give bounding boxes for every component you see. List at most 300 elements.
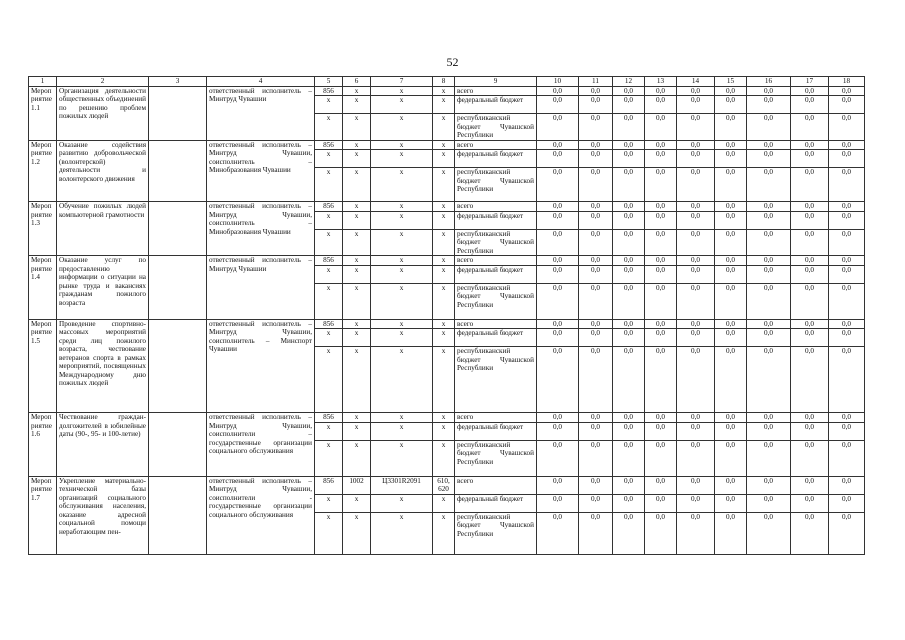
amount-cell: 0,0 — [715, 319, 747, 328]
budget-code: x — [371, 265, 433, 283]
amount-cell: 0,0 — [677, 476, 715, 494]
measure-name: Проведение спортивно-массовых мероприятий среди лиц пожилого возраста, чествование ветеранов спорта в рамках мероприятий, посвященных Международному дню пожилых людей — [57, 319, 149, 412]
amount-cell: 0,0 — [715, 440, 747, 476]
measure-id: Мероприятие 1.6 — [29, 413, 57, 476]
amount-cell: 0,0 — [677, 265, 715, 283]
column-header: 5 — [315, 77, 343, 87]
funding-source: республиканский бюджет Чувашской Республики — [455, 114, 537, 140]
amount-cell: 0,0 — [645, 87, 677, 96]
amount-cell: 0,0 — [537, 114, 579, 140]
amount-cell: 0,0 — [677, 329, 715, 347]
amount-cell: 0,0 — [613, 413, 645, 422]
amount-cell: 0,0 — [715, 211, 747, 229]
amount-cell: 0,0 — [791, 140, 829, 149]
amount-cell: 0,0 — [747, 476, 791, 494]
budget-code: 856 — [315, 476, 343, 494]
amount-cell: 0,0 — [747, 211, 791, 229]
amount-cell: 0,0 — [613, 202, 645, 211]
amount-cell: 0,0 — [747, 87, 791, 96]
budget-code: x — [371, 168, 433, 202]
amount-cell: 0,0 — [829, 329, 865, 347]
budget-code: Ц3301R2091 — [371, 476, 433, 494]
amount-cell: 0,0 — [645, 211, 677, 229]
budget-code: x — [371, 512, 433, 554]
budget-code: 856 — [315, 140, 343, 149]
budget-code: x — [433, 283, 455, 319]
budget-code: x — [371, 494, 433, 512]
budget-code: x — [315, 265, 343, 283]
amount-cell: 0,0 — [677, 229, 715, 255]
amount-cell: 0,0 — [747, 150, 791, 168]
empty-cell — [149, 202, 207, 256]
budget-code: x — [433, 329, 455, 347]
amount-cell: 0,0 — [791, 512, 829, 554]
amount-cell: 0,0 — [579, 87, 613, 96]
budget-code: x — [371, 87, 433, 96]
table-body — [29, 87, 865, 555]
amount-cell: 0,0 — [747, 140, 791, 149]
amount-cell: 0,0 — [537, 329, 579, 347]
amount-cell: 0,0 — [715, 150, 747, 168]
budget-code: x — [371, 202, 433, 211]
amount-cell: 0,0 — [613, 512, 645, 554]
amount-cell: 0,0 — [613, 265, 645, 283]
amount-cell: 0,0 — [537, 265, 579, 283]
amount-cell: 0,0 — [829, 211, 865, 229]
budget-code: x — [371, 347, 433, 413]
amount-cell: 0,0 — [747, 168, 791, 202]
amount-cell: 0,0 — [579, 440, 613, 476]
amount-cell: 0,0 — [645, 140, 677, 149]
measure-name: Оказание содействия развитию добровольческой (волонтерской) деятельности и волонтерского движения — [57, 140, 149, 201]
measure-name: Чествование граждан-долгожителей в юбилейные даты (90-, 95- и 100-летие) — [57, 413, 149, 476]
amount-cell: 0,0 — [645, 476, 677, 494]
amount-cell: 0,0 — [677, 87, 715, 96]
amount-cell: 0,0 — [715, 476, 747, 494]
amount-cell: 0,0 — [747, 202, 791, 211]
amount-cell: 0,0 — [829, 494, 865, 512]
amount-cell: 0,0 — [791, 114, 829, 140]
funding-source: всего — [455, 413, 537, 422]
amount-cell: 0,0 — [715, 168, 747, 202]
amount-cell: 0,0 — [537, 87, 579, 96]
amount-cell: 0,0 — [677, 440, 715, 476]
amount-cell: 0,0 — [579, 494, 613, 512]
amount-cell: 0,0 — [791, 87, 829, 96]
amount-cell: 0,0 — [613, 96, 645, 114]
funding-source: федеральный бюджет — [455, 150, 537, 168]
budget-code: x — [315, 168, 343, 202]
amount-cell: 0,0 — [791, 440, 829, 476]
amount-cell: 0,0 — [579, 229, 613, 255]
amount-cell: 0,0 — [677, 494, 715, 512]
funding-source: федеральный бюджет — [455, 211, 537, 229]
amount-cell: 0,0 — [715, 140, 747, 149]
measure-id: Мероприятие 1.3 — [29, 202, 57, 256]
amount-cell: 0,0 — [579, 202, 613, 211]
column-header: 18 — [829, 77, 865, 87]
amount-cell: 0,0 — [791, 347, 829, 413]
budget-code: 610, 620 — [433, 476, 455, 494]
amount-cell: 0,0 — [579, 256, 613, 265]
funding-source: федеральный бюджет — [455, 329, 537, 347]
funding-source: республиканский бюджет Чувашской Республики — [455, 168, 537, 202]
amount-cell: 0,0 — [579, 413, 613, 422]
column-header: 12 — [613, 77, 645, 87]
amount-cell: 0,0 — [537, 256, 579, 265]
amount-cell: 0,0 — [791, 256, 829, 265]
amount-cell: 0,0 — [645, 329, 677, 347]
table-row — [29, 87, 865, 96]
budget-code: x — [315, 422, 343, 440]
column-header: 4 — [207, 77, 315, 87]
funding-source: всего — [455, 140, 537, 149]
column-header: 6 — [343, 77, 371, 87]
budget-code: x — [343, 256, 371, 265]
budget-code: x — [343, 319, 371, 328]
budget-code: x — [433, 96, 455, 114]
column-header: 15 — [715, 77, 747, 87]
amount-cell: 0,0 — [613, 319, 645, 328]
budget-code: x — [433, 168, 455, 202]
amount-cell: 0,0 — [645, 265, 677, 283]
measure-executor: ответственный исполнитель – Минтруд Чувашии, соисполнитель – Минобразования Чувашии — [207, 140, 315, 201]
table-row — [29, 140, 865, 149]
amount-cell: 0,0 — [829, 347, 865, 413]
amount-cell: 0,0 — [645, 347, 677, 413]
budget-code: x — [433, 140, 455, 149]
measure-id: Мероприятие 1.7 — [29, 476, 57, 554]
empty-cell — [149, 413, 207, 476]
budget-code: x — [343, 140, 371, 149]
amount-cell: 0,0 — [715, 96, 747, 114]
amount-cell: 0,0 — [677, 168, 715, 202]
column-header: 13 — [645, 77, 677, 87]
amount-cell: 0,0 — [677, 114, 715, 140]
amount-cell: 0,0 — [747, 329, 791, 347]
amount-cell: 0,0 — [537, 202, 579, 211]
amount-cell: 0,0 — [579, 329, 613, 347]
funding-source: республиканский бюджет Чувашской Республики — [455, 229, 537, 255]
amount-cell: 0,0 — [715, 87, 747, 96]
amount-cell: 0,0 — [829, 319, 865, 328]
amount-cell: 0,0 — [747, 96, 791, 114]
amount-cell: 0,0 — [747, 114, 791, 140]
amount-cell: 0,0 — [829, 96, 865, 114]
amount-cell: 0,0 — [829, 512, 865, 554]
amount-cell: 0,0 — [791, 494, 829, 512]
amount-cell: 0,0 — [537, 494, 579, 512]
budget-code: x — [343, 168, 371, 202]
amount-cell: 0,0 — [829, 168, 865, 202]
budget-code: x — [343, 347, 371, 413]
budget-table — [28, 76, 865, 555]
amount-cell: 0,0 — [613, 283, 645, 319]
budget-code: x — [371, 150, 433, 168]
amount-cell: 0,0 — [579, 150, 613, 168]
budget-code: x — [343, 114, 371, 140]
amount-cell: 0,0 — [677, 413, 715, 422]
budget-code: x — [433, 211, 455, 229]
funding-source: всего — [455, 256, 537, 265]
amount-cell: 0,0 — [537, 229, 579, 255]
amount-cell: 0,0 — [829, 114, 865, 140]
amount-cell: 0,0 — [715, 494, 747, 512]
amount-cell: 0,0 — [747, 256, 791, 265]
amount-cell: 0,0 — [791, 96, 829, 114]
amount-cell: 0,0 — [791, 168, 829, 202]
table-row — [29, 256, 865, 265]
budget-code: x — [371, 422, 433, 440]
budget-code: x — [433, 319, 455, 328]
column-header: 17 — [791, 77, 829, 87]
budget-code: x — [315, 211, 343, 229]
amount-cell: 0,0 — [645, 256, 677, 265]
budget-code: x — [315, 114, 343, 140]
amount-cell: 0,0 — [747, 512, 791, 554]
amount-cell: 0,0 — [791, 265, 829, 283]
budget-code: x — [343, 96, 371, 114]
amount-cell: 0,0 — [829, 229, 865, 255]
budget-code: x — [343, 413, 371, 422]
amount-cell: 0,0 — [537, 347, 579, 413]
amount-cell: 0,0 — [613, 114, 645, 140]
amount-cell: 0,0 — [677, 256, 715, 265]
funding-source: федеральный бюджет — [455, 96, 537, 114]
amount-cell: 0,0 — [829, 87, 865, 96]
budget-code: x — [433, 347, 455, 413]
amount-cell: 0,0 — [645, 229, 677, 255]
amount-cell: 0,0 — [829, 202, 865, 211]
budget-code: x — [433, 229, 455, 255]
amount-cell: 0,0 — [613, 168, 645, 202]
amount-cell: 0,0 — [613, 87, 645, 96]
funding-source: республиканский бюджет Чувашской Республики — [455, 512, 537, 554]
budget-code: 1002 — [343, 476, 371, 494]
amount-cell: 0,0 — [613, 211, 645, 229]
budget-code: x — [315, 96, 343, 114]
amount-cell: 0,0 — [645, 319, 677, 328]
budget-code: x — [433, 422, 455, 440]
column-header: 14 — [677, 77, 715, 87]
amount-cell: 0,0 — [747, 347, 791, 413]
budget-code: 856 — [315, 413, 343, 422]
budget-code: x — [433, 202, 455, 211]
table-row — [29, 413, 865, 422]
funding-source: республиканский бюджет Чувашской Республики — [455, 347, 537, 413]
budget-code: x — [371, 140, 433, 149]
measure-id: Мероприятие 1.5 — [29, 319, 57, 412]
amount-cell: 0,0 — [579, 168, 613, 202]
budget-code: x — [315, 347, 343, 413]
budget-code: x — [343, 283, 371, 319]
amount-cell: 0,0 — [613, 256, 645, 265]
budget-code: 856 — [315, 87, 343, 96]
budget-code: x — [433, 494, 455, 512]
amount-cell: 0,0 — [613, 476, 645, 494]
amount-cell: 0,0 — [829, 440, 865, 476]
measure-name: Организация деятельности общественных объединений по решению проблем пожилых людей — [57, 87, 149, 141]
amount-cell: 0,0 — [579, 347, 613, 413]
measure-executor: ответственный исполнитель – Минтруд Чувашии, соисполнитель – Минспорт Чувашии — [207, 319, 315, 412]
table-row — [29, 319, 865, 328]
amount-cell: 0,0 — [613, 229, 645, 255]
column-header: 11 — [579, 77, 613, 87]
amount-cell: 0,0 — [613, 440, 645, 476]
amount-cell: 0,0 — [579, 476, 613, 494]
amount-cell: 0,0 — [829, 256, 865, 265]
amount-cell: 0,0 — [579, 512, 613, 554]
amount-cell: 0,0 — [537, 422, 579, 440]
measure-executor: ответственный исполнитель – Минтруд Чувашии — [207, 87, 315, 141]
measure-executor: ответственный исполнитель – Минтруд Чувашии, соисполнители – государственные организации социального обслуживания — [207, 413, 315, 476]
budget-code: x — [371, 211, 433, 229]
amount-cell: 0,0 — [791, 202, 829, 211]
amount-cell: 0,0 — [715, 329, 747, 347]
budget-code: x — [371, 319, 433, 328]
budget-code: x — [343, 87, 371, 96]
table-row — [29, 476, 865, 494]
column-header: 16 — [747, 77, 791, 87]
amount-cell: 0,0 — [677, 283, 715, 319]
measure-name: Обучение пожилых людей компьютерной грамотности — [57, 202, 149, 256]
funding-source: всего — [455, 87, 537, 96]
funding-source: федеральный бюджет — [455, 494, 537, 512]
page-number: 52 — [446, 55, 459, 69]
funding-source: республиканский бюджет Чувашской Республики — [455, 440, 537, 476]
amount-cell: 0,0 — [715, 422, 747, 440]
amount-cell: 0,0 — [791, 422, 829, 440]
amount-cell: 0,0 — [579, 96, 613, 114]
amount-cell: 0,0 — [715, 229, 747, 255]
funding-source: федеральный бюджет — [455, 265, 537, 283]
amount-cell: 0,0 — [715, 512, 747, 554]
budget-code: x — [433, 87, 455, 96]
amount-cell: 0,0 — [613, 494, 645, 512]
amount-cell: 0,0 — [613, 347, 645, 413]
measure-id: Мероприятие 1.1 — [29, 87, 57, 141]
amount-cell: 0,0 — [747, 494, 791, 512]
amount-cell: 0,0 — [715, 347, 747, 413]
amount-cell: 0,0 — [645, 494, 677, 512]
funding-source: республиканский бюджет Чувашской Республики — [455, 283, 537, 319]
empty-cell — [149, 140, 207, 201]
budget-code: x — [343, 512, 371, 554]
amount-cell: 0,0 — [645, 422, 677, 440]
budget-code: 856 — [315, 256, 343, 265]
amount-cell: 0,0 — [613, 329, 645, 347]
funding-source: всего — [455, 202, 537, 211]
amount-cell: 0,0 — [579, 422, 613, 440]
budget-code: x — [433, 265, 455, 283]
empty-cell — [149, 319, 207, 412]
amount-cell: 0,0 — [579, 140, 613, 149]
column-header: 2 — [57, 77, 149, 87]
budget-code: x — [343, 265, 371, 283]
amount-cell: 0,0 — [829, 265, 865, 283]
budget-code: x — [371, 229, 433, 255]
funding-source: федеральный бюджет — [455, 422, 537, 440]
amount-cell: 0,0 — [829, 150, 865, 168]
budget-code: x — [371, 256, 433, 265]
budget-code: x — [315, 440, 343, 476]
measure-executor: ответственный исполнитель – Минтруд Чувашии, соисполнители - государственные организации социального обслуживания — [207, 476, 315, 554]
amount-cell: 0,0 — [579, 283, 613, 319]
amount-cell: 0,0 — [537, 140, 579, 149]
amount-cell: 0,0 — [645, 114, 677, 140]
measure-executor: ответственный исполнитель – Минтруд Чувашии — [207, 256, 315, 319]
amount-cell: 0,0 — [537, 211, 579, 229]
amount-cell: 0,0 — [829, 140, 865, 149]
funding-source: всего — [455, 476, 537, 494]
budget-code: x — [343, 211, 371, 229]
amount-cell: 0,0 — [645, 96, 677, 114]
budget-code: x — [315, 512, 343, 554]
column-header: 3 — [149, 77, 207, 87]
amount-cell: 0,0 — [677, 150, 715, 168]
amount-cell: 0,0 — [715, 265, 747, 283]
amount-cell: 0,0 — [677, 211, 715, 229]
budget-code: x — [371, 413, 433, 422]
amount-cell: 0,0 — [645, 168, 677, 202]
amount-cell: 0,0 — [537, 96, 579, 114]
amount-cell: 0,0 — [579, 319, 613, 328]
budget-code: x — [433, 440, 455, 476]
amount-cell: 0,0 — [791, 150, 829, 168]
empty-cell — [149, 256, 207, 319]
amount-cell: 0,0 — [537, 150, 579, 168]
amount-cell: 0,0 — [747, 440, 791, 476]
amount-cell: 0,0 — [645, 512, 677, 554]
amount-cell: 0,0 — [537, 440, 579, 476]
amount-cell: 0,0 — [747, 229, 791, 255]
amount-cell: 0,0 — [645, 413, 677, 422]
measure-name: Укрепление материально-технической базы организаций социального обслуживания населения, оказание адресной социальной помощи неработающим пен- — [57, 476, 149, 554]
budget-code: x — [433, 256, 455, 265]
amount-cell: 0,0 — [747, 319, 791, 328]
budget-code: x — [433, 150, 455, 168]
amount-cell: 0,0 — [715, 283, 747, 319]
amount-cell: 0,0 — [829, 413, 865, 422]
amount-cell: 0,0 — [791, 211, 829, 229]
amount-cell: 0,0 — [645, 283, 677, 319]
amount-cell: 0,0 — [677, 140, 715, 149]
amount-cell: 0,0 — [579, 265, 613, 283]
amount-cell: 0,0 — [715, 202, 747, 211]
amount-cell: 0,0 — [829, 422, 865, 440]
budget-code: x — [343, 422, 371, 440]
measure-executor: ответственный исполнитель – Минтруд Чувашии, соисполнитель – Минобразования Чувашии — [207, 202, 315, 256]
amount-cell: 0,0 — [645, 150, 677, 168]
empty-cell — [149, 87, 207, 141]
empty-cell — [149, 476, 207, 554]
amount-cell: 0,0 — [677, 319, 715, 328]
amount-cell: 0,0 — [791, 319, 829, 328]
amount-cell: 0,0 — [537, 413, 579, 422]
column-header: 9 — [455, 77, 537, 87]
measure-name: Оказание услуг по предоставлению информации о ситуации на рынке труда и вакансиях гражданам пожилого возраста — [57, 256, 149, 319]
amount-cell: 0,0 — [791, 413, 829, 422]
amount-cell: 0,0 — [829, 283, 865, 319]
column-header: 8 — [433, 77, 455, 87]
amount-cell: 0,0 — [537, 512, 579, 554]
amount-cell: 0,0 — [537, 476, 579, 494]
amount-cell: 0,0 — [677, 422, 715, 440]
amount-cell: 0,0 — [579, 211, 613, 229]
amount-cell: 0,0 — [677, 202, 715, 211]
amount-cell: 0,0 — [613, 150, 645, 168]
budget-code: x — [433, 114, 455, 140]
